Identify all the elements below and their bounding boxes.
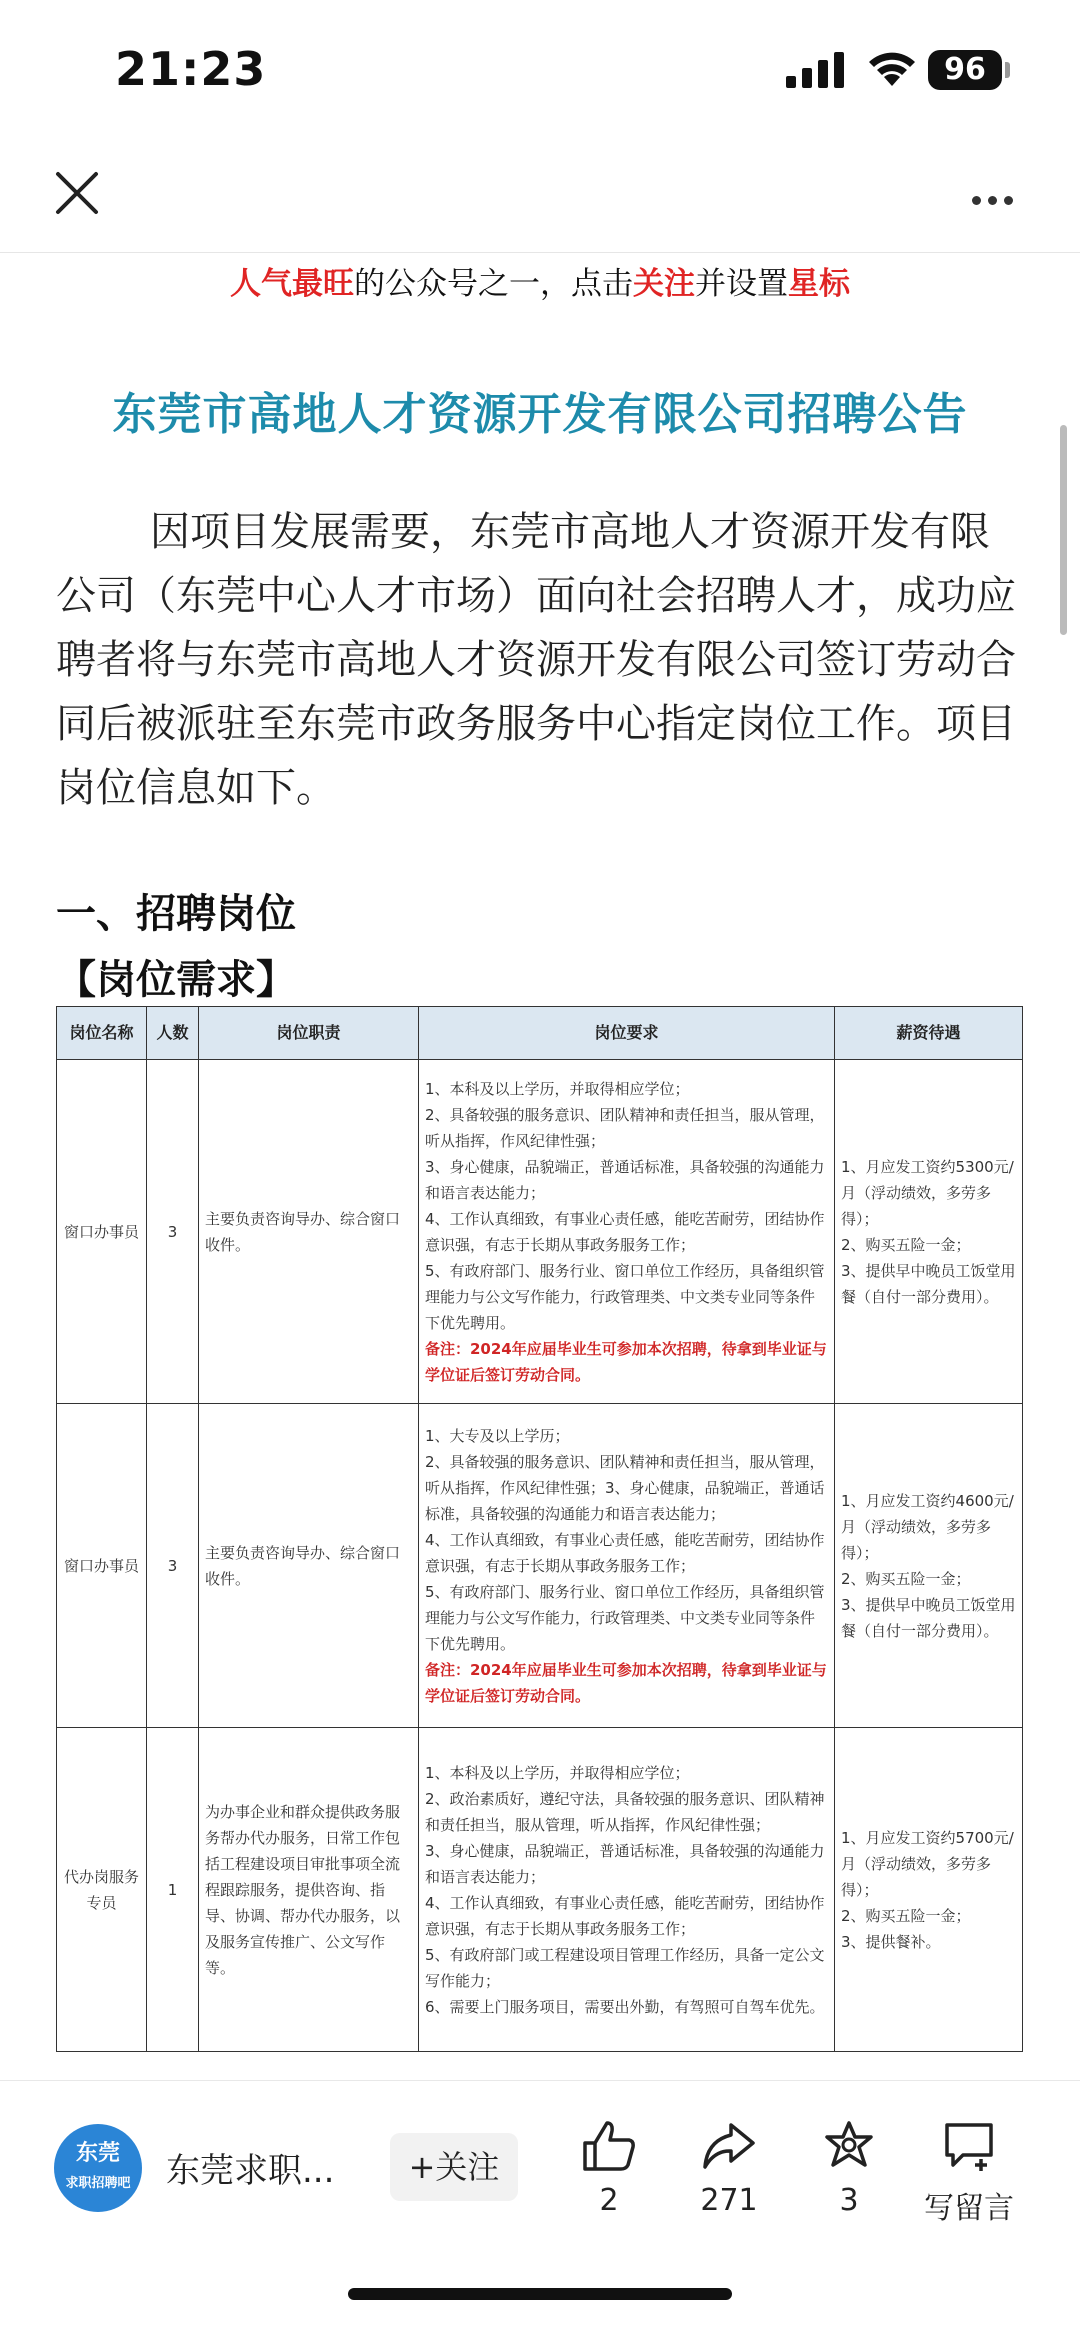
- salary-line: 2、购买五险一金；: [841, 1235, 971, 1254]
- requirement-line: 2、具备较强的服务意识、团队精神和责任担当，服从管理，听从指挥，作风纪律性强；: [425, 1105, 825, 1150]
- duty: 为办事企业和群众提供政务服务帮办代办服务，日常工作包括工程建设项目审批事项全流程跟踪服务，提供咨询、指导、协调、帮办代办服务，以及服务宣传推广、公文写作等。: [199, 1728, 419, 2052]
- avatar-text-bottom: 求职招聘吧: [65, 2176, 131, 2191]
- headcount: 1: [147, 1728, 199, 2052]
- star-button[interactable]: [794, 2119, 904, 2218]
- position-name: 窗口办事员: [57, 1404, 147, 1728]
- follow-button[interactable]: +关注: [390, 2133, 518, 2201]
- table-row: [57, 1060, 1023, 1404]
- position-name: 代办岗服务专员: [57, 1728, 147, 2052]
- promo-text: 的公众号之一，点击: [354, 266, 633, 302]
- requirement-line: 2、具备较强的服务意识、团队精神和责任担当，服从管理，听从指挥，作风纪律性强；3、身心健康，品貌端正，普通话标准，具备较强的沟通能力和语言表达能力；: [425, 1452, 825, 1523]
- salary-line: 2、购买五险一金；: [841, 1569, 971, 1588]
- thumbs-up-icon: [581, 2119, 637, 2173]
- close-icon[interactable]: [54, 170, 100, 216]
- wifi-icon: [866, 48, 918, 88]
- salary-line: 3、提供早中晚员工饭堂用餐（自付一部分费用）。: [841, 1595, 1016, 1640]
- star-icon: [821, 2119, 877, 2173]
- article-intro: 因项目发展需要，东莞市高地人才资源开发有限公司（东莞中心人才市场）面向社会招聘人才，成功应聘者将与东莞市高地人才资源开发有限公司签订劳动合同后被派驻至东莞市政务服务中心指定岗位工作。项目岗位信息如下。: [56, 509, 1016, 811]
- salary: [835, 1060, 1023, 1404]
- comment-icon: [941, 2119, 997, 2173]
- more-options-icon[interactable]: [972, 190, 1020, 209]
- table-header-row: [57, 1007, 1023, 1060]
- account-name[interactable]: 东莞求职...: [166, 2151, 335, 2191]
- subsection-heading: 【岗位需求】: [56, 957, 296, 1003]
- header-cell: 岗位要求: [419, 1007, 835, 1060]
- promo-highlight-follow: 关注: [633, 266, 695, 302]
- requirement-line: 1、本科及以上学历，并取得相应学位；: [425, 1763, 690, 1782]
- header-cell: 岗位名称: [57, 1007, 147, 1060]
- salary-line: 1、月应发工资约4600元/月（浮动绩效，多劳多得）；: [841, 1491, 1014, 1562]
- duty: 主要负责咨询导办、综合窗口收件。: [199, 1060, 419, 1404]
- table-row: [57, 1404, 1023, 1728]
- share-count: 271: [700, 2183, 758, 2218]
- avatar-text-top: 东莞: [75, 2141, 120, 2166]
- requirement-line: 3、身心健康，品貌端正，普通话标准，具备较强的沟通能力和语言表达能力；: [425, 1157, 825, 1202]
- headcount: 3: [147, 1404, 199, 1728]
- share-button[interactable]: [674, 2119, 784, 2218]
- promo-highlight-popular: 人气最旺: [230, 266, 354, 302]
- requirement-line: 6、需要上门服务项目，需要出外勤，有驾照可自驾车优先。: [425, 1997, 825, 2016]
- home-indicator[interactable]: [348, 2288, 732, 2300]
- promo-text-2: 并设置: [695, 266, 788, 302]
- comment-label: 写留言: [924, 2191, 1014, 2226]
- salary: [835, 1728, 1023, 2052]
- battery-level: 96: [928, 50, 1002, 90]
- header-cell: 薪资待遇: [835, 1007, 1023, 1060]
- battery-tip: [1005, 62, 1010, 78]
- account-avatar[interactable]: [54, 2124, 142, 2212]
- requirements: [419, 1728, 835, 2052]
- salary-line: 1、月应发工资约5700元/月（浮动绩效，多劳多得）；: [841, 1828, 1014, 1899]
- requirement-line: 5、有政府部门、服务行业、窗口单位工作经历，具备组织管理能力与公文写作能力，行政管理类、中文类专业同等条件下优先聘用。: [425, 1582, 825, 1653]
- requirement-line: 4、工作认真细致，有事业心责任感，能吃苦耐劳，团结协作意识强，有志于长期从事政务服务工作；: [425, 1530, 825, 1575]
- table-row: [57, 1728, 1023, 2052]
- requirement-note: 备注：2024年应届毕业生可参加本次招聘，待拿到毕业证与学位证后签订劳动合同。: [425, 1660, 827, 1705]
- job-table: [56, 1006, 1023, 2052]
- status-bar: [0, 0, 1080, 140]
- position-name: 窗口办事员: [57, 1060, 147, 1404]
- promo-highlight-star: 星标: [788, 266, 850, 302]
- requirement-line: 4、工作认真细致，有事业心责任感，能吃苦耐劳，团结协作意识强，有志于长期从事政务服务工作；: [425, 1209, 825, 1254]
- salary-line: 1、月应发工资约5300元/月（浮动绩效，多劳多得）；: [841, 1157, 1014, 1228]
- share-arrow-icon: [701, 2119, 757, 2173]
- salary-line: 3、提供早中晚员工饭堂用餐（自付一部分费用）。: [841, 1261, 1016, 1306]
- like-count: 2: [599, 2183, 619, 2218]
- scrollbar[interactable]: [1060, 425, 1067, 635]
- header-cell: 人数: [147, 1007, 199, 1060]
- article-title: 东莞市高地人才资源开发有限公司招聘公告: [112, 389, 968, 440]
- section-heading: 一、招聘岗位: [56, 891, 296, 937]
- requirement-line: 4、工作认真细致，有事业心责任感，能吃苦耐劳，团结协作意识强，有志于长期从事政务服务工作；: [425, 1893, 825, 1938]
- requirement-line: 1、大专及以上学历；: [425, 1426, 570, 1445]
- requirement-note: 备注：2024年应届毕业生可参加本次招聘，待拿到毕业证与学位证后签订劳动合同。: [425, 1339, 827, 1384]
- header-cell: 岗位职责: [199, 1007, 419, 1060]
- comment-button[interactable]: [914, 2119, 1024, 2227]
- requirement-line: 1、本科及以上学历，并取得相应学位；: [425, 1079, 690, 1098]
- salary-line: 3、提供餐补。: [841, 1932, 941, 1951]
- salary-line: 2、购买五险一金；: [841, 1906, 971, 1925]
- nav-bar: [0, 140, 1080, 253]
- like-button[interactable]: [554, 2119, 664, 2218]
- promo-line: [0, 258, 1080, 303]
- duty: 主要负责咨询导办、综合窗口收件。: [199, 1404, 419, 1728]
- cellular-signal-icon: [786, 52, 846, 88]
- requirement-line: 5、有政府部门、服务行业、窗口单位工作经历，具备组织管理能力与公文写作能力，行政管理类、中文类专业同等条件下优先聘用。: [425, 1261, 825, 1332]
- headcount: 3: [147, 1060, 199, 1404]
- requirements: [419, 1060, 835, 1404]
- requirement-line: 2、政治素质好，遵纪守法，具备较强的服务意识、团队精神和责任担当，服从管理，听从指挥，作风纪律性强；: [425, 1789, 825, 1834]
- requirement-line: 3、身心健康，品貌端正，普通话标准，具备较强的沟通能力和语言表达能力；: [425, 1841, 825, 1886]
- star-count: 3: [839, 2183, 859, 2218]
- status-time: 21:23: [115, 42, 267, 96]
- salary: [835, 1404, 1023, 1728]
- requirements: [419, 1404, 835, 1728]
- requirement-line: 5、有政府部门或工程建设项目管理工作经历，具备一定公文写作能力；: [425, 1945, 825, 1990]
